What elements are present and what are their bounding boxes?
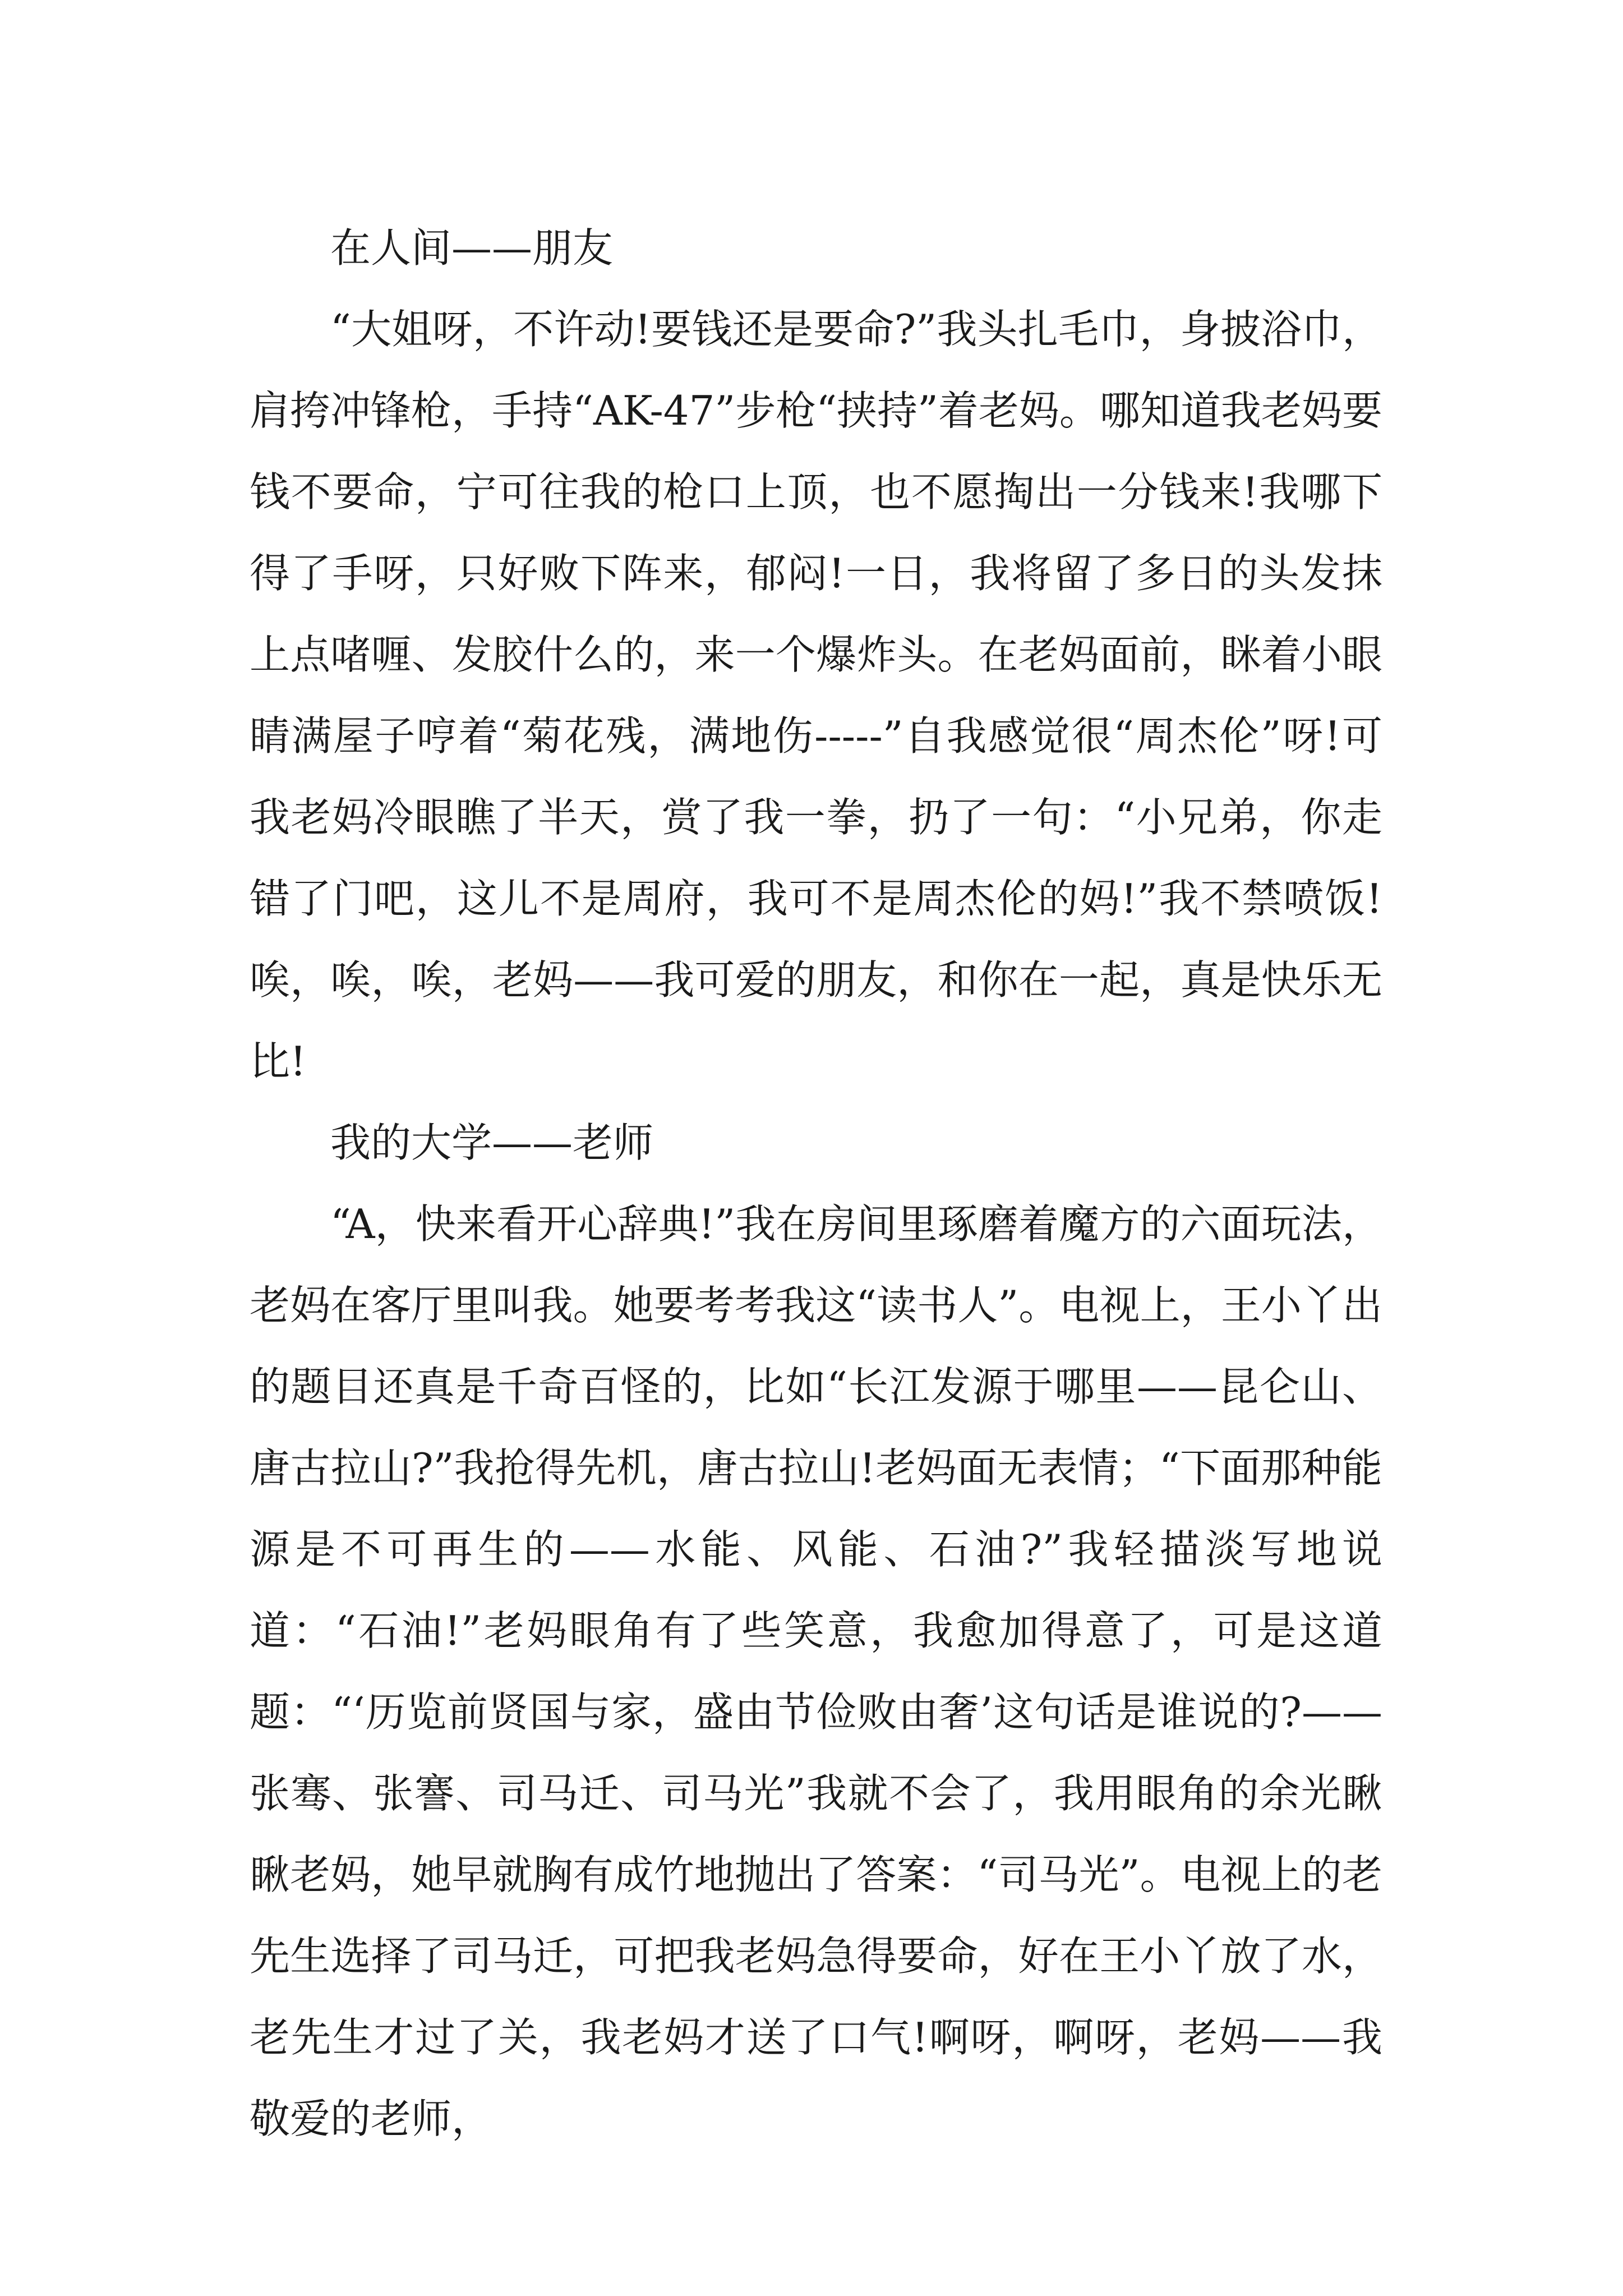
- section-heading-teacher: 我的大学——老师: [330, 1119, 654, 1166]
- section-paragraph-friend: “大姐呀，不许动!要钱还是要命?”我头扎毛巾，身披浴巾，肩挎冲锋枪，手持“AK-47”步枪“挟持”着老妈。哪知道我老妈要钱不要命，宁可往我的枪口上顶，也不愿掏出一分钱来!我哪下得了手呀，只好败下阵来，郁闷!一日，我将留了多日的头发抹上点啫喱、发胶什么的，来一个爆炸头。在老妈面前，眯着小眼睛满屋子哼着“菊花残，满地伤-----”自我感觉很“周杰伦”呀!可我老妈冷眼瞧了半天，赏了我一拳，扔了一句：“小兄弟，你走错了门吧，这儿不是周府，我可不是周杰伦的妈!”我不禁喷饭!唉，唉，唉，老妈——我可爱的朋友，和你在一起，真是快乐无比!: [250, 306, 1382, 1085]
- section-paragraph-teacher: “A，快来看开心辞典!”我在房间里琢磨着魔方的六面玩法，老妈在客厅里叫我。她要考考我这“读书人”。电视上，王小丫出的题目还真是千奇百怪的，比如“长江发源于哪里——昆仑山、唐古拉山?”我抢得先机，唐古拉山!老妈面无表情；“下面那种能源是不可再生的——水能、风能、石油?”我轻描淡写地说道：“石油!”老妈眼角有了些笑意，我愈加得意了，可是这道题：“‘历览前贤国与家，盛由节俭败由奢’这句话是谁说的?——张骞、张謇、司马迁、司马光”我就不会了，我用眼角的余光瞅瞅老妈，她早就胸有成竹地抛出了答案：“司马光”。电视上的老先生选择了司马迁，可把我老妈急得要命，好在王小丫放了水，老先生才过了关，我老妈才送了口气!啊呀，啊呀，老妈——我敬爱的老师，: [250, 1200, 1382, 2142]
- section-heading-friend: 在人间——朋友: [330, 224, 614, 272]
- document-body: [250, 208, 1382, 2160]
